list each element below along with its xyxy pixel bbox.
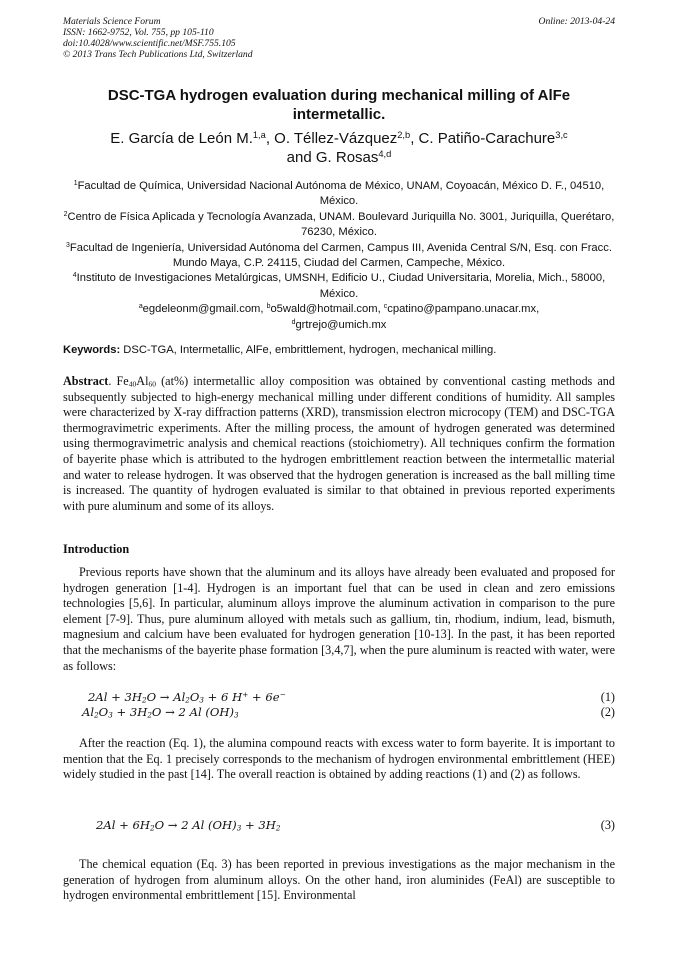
affiliation-mark: 4 <box>72 272 77 280</box>
author-list <box>63 129 615 167</box>
eq-term: 2Al + 6H <box>96 818 151 832</box>
eq-sub: 2 <box>147 710 152 720</box>
email-mark: a <box>138 303 143 311</box>
intro-paragraph-1: Previous reports have shown that the aluminum and its alloys have already been evaluated and proposed for hydrogen generation [1-4]. Hydrogen is an important fuel that can be used in clean and zero emissions technologies [5,6]. In particular, aluminum alloys improve the aluminum activation in comparison to the pure element [7-9]. Thus, pure aluminum alloyed with metals such as gallium, tin, rhodium, indium, lead, bismuth, magnesium and calcium have been evaluated for hydrogen generation [10-13]. In the past, it has been reported that the mechanisms of the bayerite phase formation [3,4,7], when the pure aluminum is reacted with water, were as follows: <box>63 565 615 673</box>
intro-paragraph-2: After the reaction (Eq. 1), the alumina compound reacts with excess water to form bayerite. It is important to mention that the Eq. 1 precisely corresponds to the mechanism of hydrogen environmental embrittlement (HEE) widely studied in the past [14]. The overall reaction is obtained by adding reactions (1) and (2) as follows. <box>63 736 615 782</box>
keywords-text: DSC-TGA, Intermetallic, AlFe, embrittlement, hydrogen, mechanical milling. <box>120 344 497 356</box>
eq-term: O → 2 Al (OH) <box>154 818 237 832</box>
author-mark: 4,d <box>378 148 392 159</box>
affiliation-4 <box>63 271 615 302</box>
equation-number: (1) <box>600 690 615 704</box>
eq-sub: 2 <box>94 710 99 720</box>
eq-term: + 3H <box>241 818 276 832</box>
eq-sub: 3 <box>108 710 113 720</box>
eq-sup: − <box>279 690 286 700</box>
eq-term: Al <box>82 705 95 719</box>
journal-name: Materials Science Forum <box>63 16 161 27</box>
eq-sub: 3 <box>199 695 204 705</box>
abstract-label: Abstract <box>63 374 109 388</box>
doi-line: doi:10.4028/www.scientific.net/MSF.755.105 <box>63 38 236 49</box>
equation-2 <box>82 704 615 720</box>
author-mark: 3,c <box>555 129 568 140</box>
formula-fe: Fe <box>116 374 129 388</box>
email-mark: c <box>383 303 388 311</box>
equation-3 <box>96 817 615 833</box>
keywords <box>63 343 615 357</box>
eq-sub: 3 <box>234 710 239 720</box>
email-mark: b <box>266 303 271 311</box>
affiliation-mark: 1 <box>73 180 78 188</box>
eq-term: O <box>189 690 200 704</box>
eq-sub: 2 <box>185 695 190 705</box>
email-link[interactable]: o5wald@hotmail.com, <box>270 303 384 316</box>
affiliation-1 <box>63 179 615 210</box>
journal-header <box>63 16 615 60</box>
section-heading: Introduction <box>63 542 130 556</box>
email-link[interactable]: grtrejo@umich.mx <box>295 318 387 331</box>
abstract-text: (at%) intermetallic alloy composition was obtained by conventional casting methods and subsequently subjected to high-energy mechanical milling under different conditions of humidity. All samples were characterized by X-ray diffraction patterns (XRD), transmission electron microcopy (TEM) and DSC-TGA thermogravimetric experiments. After the milling process, the amount of hydrogen generated was determined using thermogravimetric analysis and chemical reactions (stoichiometry). All techniques confirm the formation of bayerite phase which is attributed to the hydrogen embrittlement reaction between the intermetallic material and water to release hydrogen. It was observed that the hydrogen generation is increased as the ball milling time is increased. The quantity of hydrogen evaluated is similar to that obtained in previous reported experiments with pure aluminum and some of its alloys. <box>63 374 615 513</box>
intro-paragraph-3: The chemical equation (Eq. 3) has been reported in previous investigations as the major mechanism in the generation of hydrogen from aluminum alloys. On the other hand, iron aluminides (FeAl) are susceptible to hydrogen environmental embrittlement [15]. Environmental <box>63 857 615 903</box>
affiliation-text: Centro de Física Aplicada y Tecnología Avanzada, UNAM. Boulevard Juriquilla No. 3001, Juriquilla, Querétaro, 76230, México. <box>67 210 615 239</box>
formula-sub: 40 <box>128 379 137 389</box>
author-name: and G. Rosas <box>286 149 379 166</box>
eq-sub: 3 <box>236 823 242 833</box>
email-link[interactable]: cpatino@pampano.unacar.mx, <box>387 303 540 316</box>
eq-term: O <box>98 705 109 719</box>
formula-sub: 60 <box>148 379 156 389</box>
equation-1 <box>88 689 615 705</box>
eq-term: + 6 H <box>203 690 243 704</box>
eq-sub: 2 <box>142 695 147 705</box>
email-link[interactable]: egdeleonm@gmail.com, <box>142 303 267 316</box>
eq-term: + 3H <box>112 705 148 719</box>
affiliation-text: Facultad de Química, Universidad Nacional Autónoma de México, UNAM, Coyoacán, México D. F., 04510, México. <box>77 180 605 208</box>
equation-number: (3) <box>600 818 615 832</box>
affiliation-text: Instituto de Investigaciones Metalúrgicas, UMSNH, Edificio U., Ciudad Universitaria, Morelia, Mich., 58000, México. <box>76 272 606 300</box>
online-date: Online: 2013-04-24 <box>538 16 615 27</box>
author-name: , C. Patiño-Carachure <box>410 130 556 147</box>
affiliation-mark: 3 <box>66 241 70 249</box>
email-list <box>63 302 615 333</box>
author-mark: 1,a <box>252 129 266 140</box>
issn-line: ISSN: 1662-9752, Vol. 755, pp 105-110 <box>63 27 214 38</box>
email-mark: d <box>291 318 296 326</box>
author-name: E. García de León M. <box>110 130 253 147</box>
eq-sub: 2 <box>275 823 281 833</box>
paper-title: DSC-TGA hydrogen evaluation during mechanical milling of AlFe intermetallic. <box>107 87 571 123</box>
affiliation-text: Facultad de Ingeniería, Universidad Autónoma del Carmen, Campus III, Avenida Central S/N, Esq. con Fracc. Mundo Maya, C.P. 24115, Ciudad del Carmen, Campeche, México. <box>69 241 612 270</box>
eq-term: 2Al + 3H <box>88 690 143 704</box>
eq-term: + 6e <box>248 690 280 704</box>
eq-sup: + <box>242 690 249 700</box>
affiliation-3 <box>63 241 615 272</box>
eq-term: O → Al <box>146 690 186 704</box>
copyright-line: © 2013 Trans Tech Publications Ltd, Switzerland <box>63 49 253 60</box>
keywords-label: Keywords: <box>63 344 121 356</box>
affiliation-mark: 2 <box>63 211 68 218</box>
author-name: , O. Téllez-Vázquez <box>265 130 398 147</box>
eq-sub: 2 <box>150 823 155 833</box>
abstract: Abstract. $Fe_{40}Al_{60}$ (at%) intermetallic alloy composition was obtained by conventional casting methods and subsequently subjected to high-energy mechanical milling under different conditions of humidity. All samples were characterized by X-ray diffraction patterns (XRD), transmission electron microcopy (TEM) and DSC-TGA thermogravimetric experiments. After the milling process, the amount of hydrogen generated was determined using thermogravimetric analysis and chemical reactions (stoichiometry). All techniques confirm the formation of bayerite phase which is attributed to the hydrogen embrittlement reaction between the intermetallic material and water to release hydrogen. It was observed that the hydrogen generation is increased as the ball milling time is increased. The quantity of hydrogen evaluated is similar to that obtained in previous reported experiments with pure aluminum and some of its alloys. <box>63 374 615 513</box>
equation-number: (2) <box>600 705 615 719</box>
affiliation-2 <box>63 210 615 241</box>
formula-al: Al <box>136 374 149 388</box>
author-mark: 2,b <box>397 129 411 140</box>
affiliations <box>63 179 615 333</box>
eq-term: O → 2 Al (OH) <box>151 705 235 719</box>
